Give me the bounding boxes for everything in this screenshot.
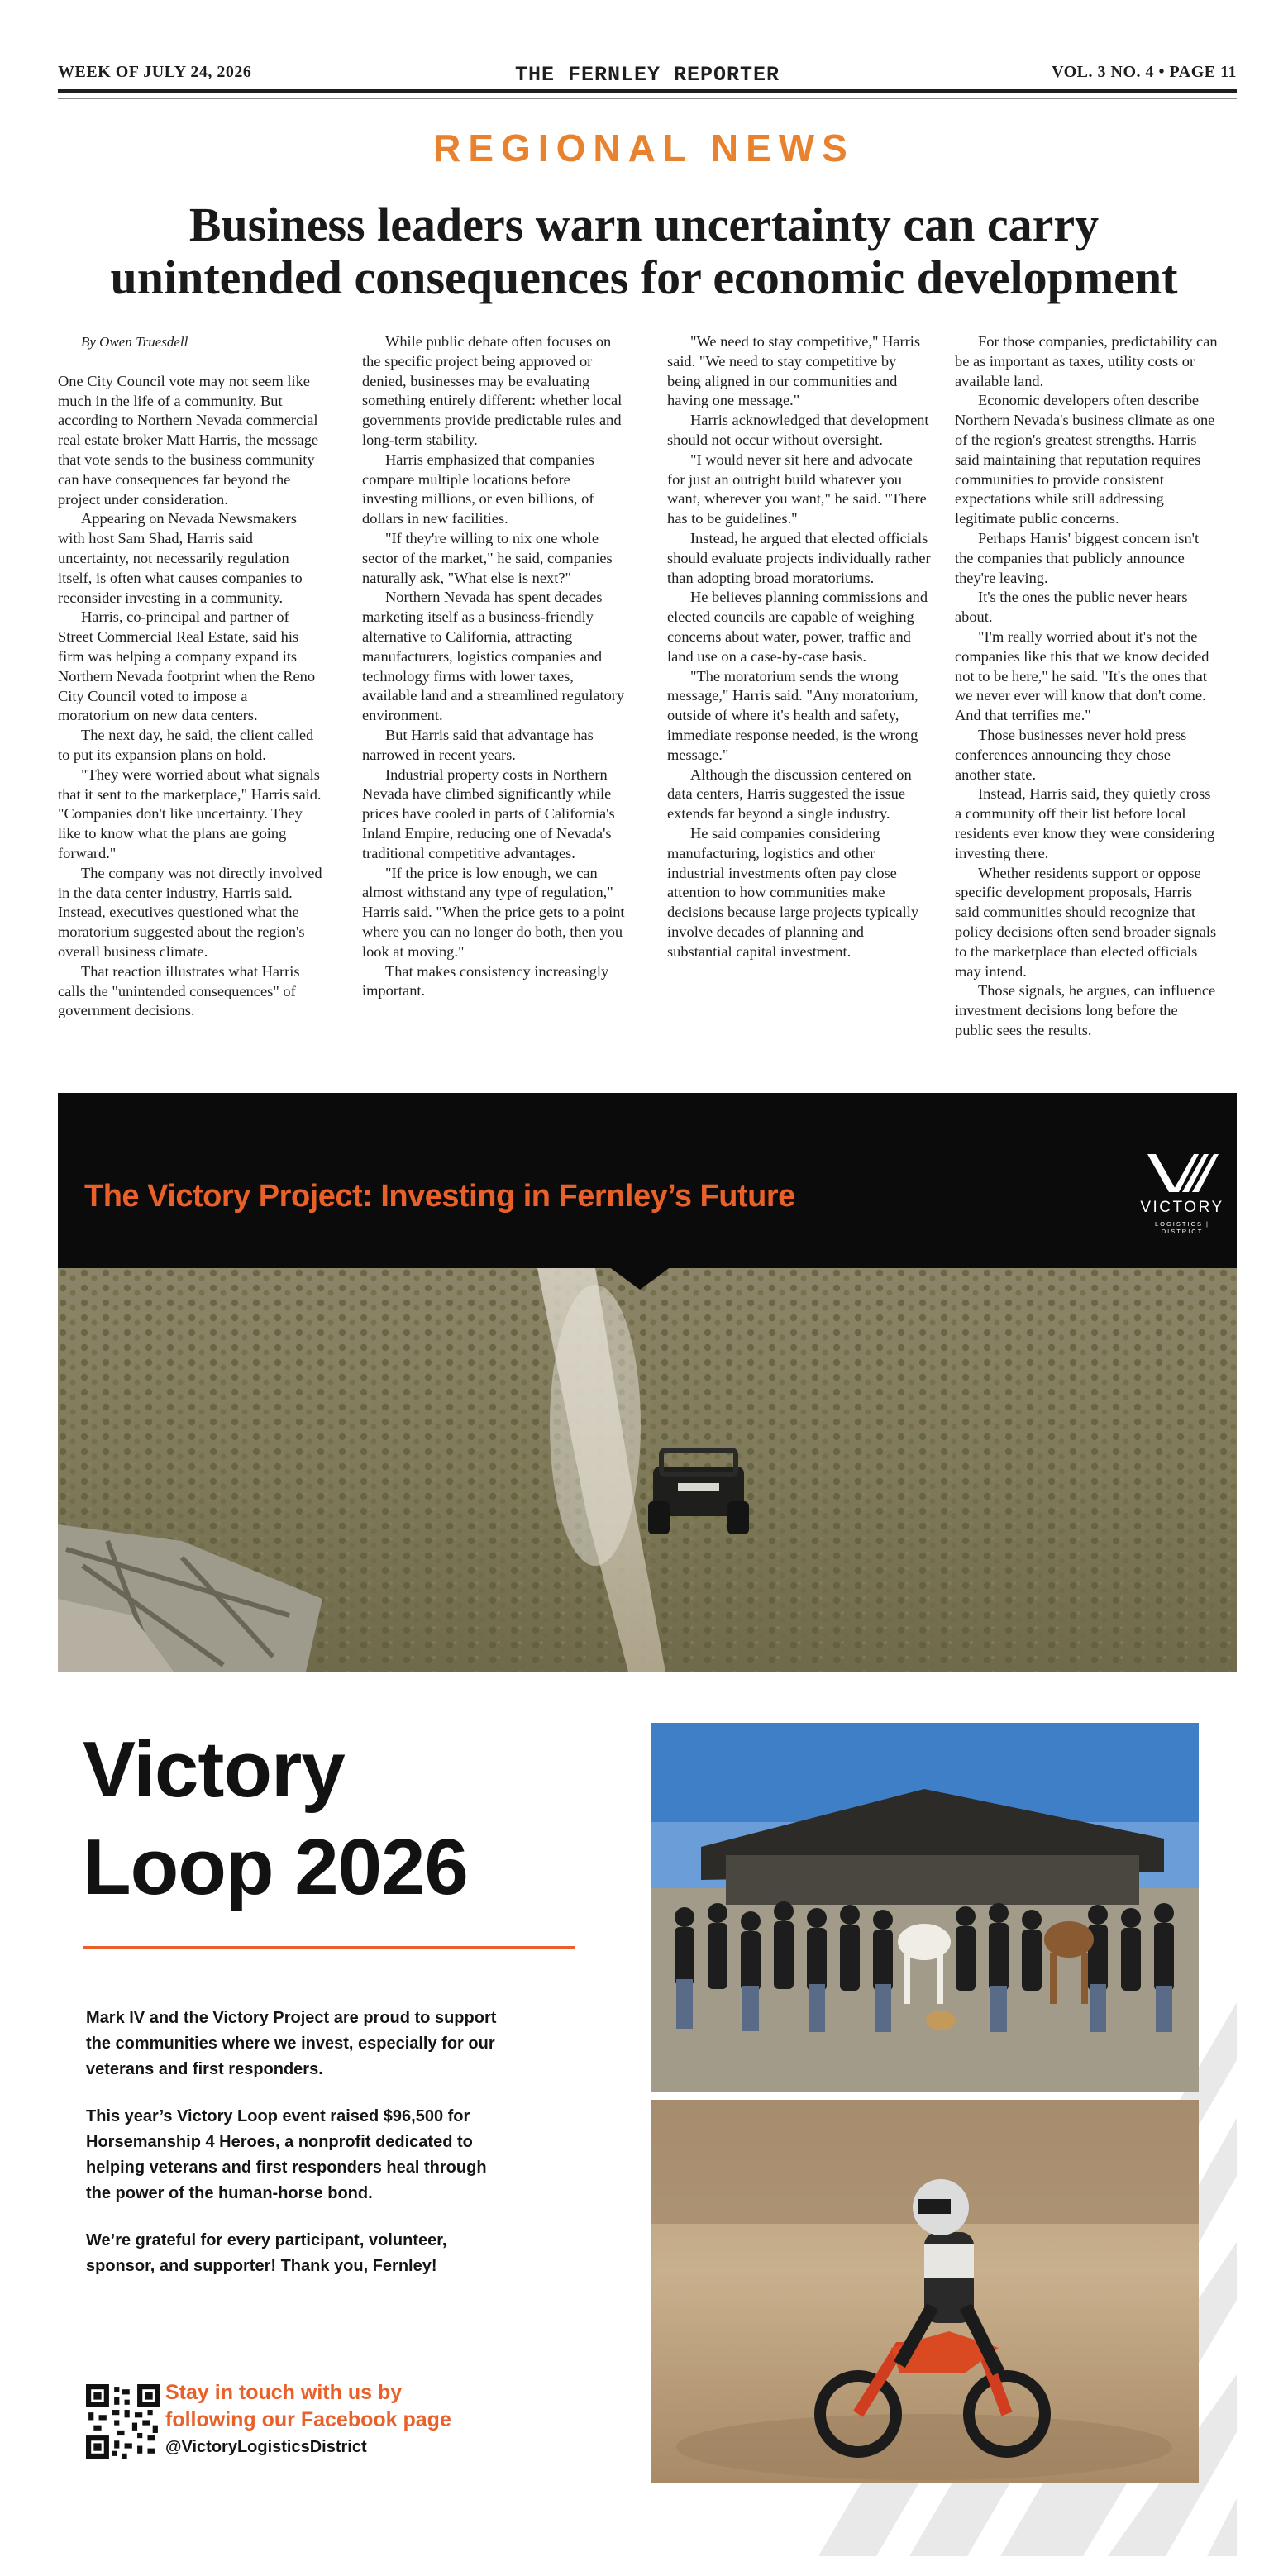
- byline: By Owen Truesdell: [81, 334, 188, 350]
- banner-notch: [608, 1267, 671, 1290]
- logo-wordmark: VICTORY: [1140, 1199, 1224, 1216]
- paragraph: He said companies considering manufacturing, logistics and other industrial investments often pay close attention to how communities make decisions because large projects typically involve decades of planning and substantial capital investment.: [667, 824, 919, 960]
- paragraph: The company was not directly involved in the data center industry, Harris said. Instead, executives questioned what the moratorium suggested about the region's overall business climate.: [58, 864, 322, 960]
- paragraph: That reaction illustrates what Harris calls the "unintended consequences" of government decisions.: [58, 962, 300, 1019]
- article-column-1: [58, 332, 322, 1021]
- issue-week: WEEK OF JULY 24, 2026: [58, 63, 252, 81]
- paragraph: For those companies, predictability can be as important as taxes, utility costs or available land.: [955, 333, 1218, 389]
- paragraph: Northern Nevada has spent decades marketing itself as a business-friendly alternative to California, attracting manufacturers, logistics companies and technology firms with lower taxes, available land and a streamlined regulatory environment.: [362, 589, 625, 724]
- victory-logo: [1133, 1151, 1232, 1235]
- paragraph: "We need to stay competitive," Harris said. "We need to stay competitive by being aligned in our communities and having one message.": [667, 333, 921, 409]
- cta-line-2: following our Facebook page: [165, 2408, 451, 2431]
- ad-banner: [58, 1093, 1237, 1268]
- paragraph: Instead, he argued that elected officials should evaluate projects individually rather than adopting broad moratoriums.: [667, 529, 931, 586]
- paragraph: "They were worried about what signals that it sent to the marketplace," Harris said. "Companies don't like uncertainty. They like to know what the plans are going forward.": [58, 766, 322, 861]
- paragraph: While public debate often focuses on the specific project being approved or denied, businesses may be evaluating something entirely different: whether local governments provide predictable rules and long-term stability.: [362, 333, 623, 448]
- victory-logo-icon: [1144, 1151, 1220, 1195]
- paragraph: Those signals, he argues, can influence investment decisions long before the public sees the results.: [955, 982, 1216, 1038]
- paragraph: But Harris said that advantage has narrowed in recent years.: [362, 726, 594, 763]
- paragraph: "The moratorium sends the wrong message," Harris said. "Any moratorium, outside of where it's health and safety, immediate response needed, is the wrong message.": [667, 667, 918, 763]
- ad-paragraph: Mark IV and the Victory Project are proud to support the communities where we invest, especially for our veterans and first responders.: [86, 2009, 497, 2078]
- article-headline: [50, 198, 1238, 304]
- ad-paragraph: We’re grateful for every participant, volunteer, sponsor, and supporter! Thank you, Fernley!: [86, 2231, 447, 2275]
- paragraph: Industrial property costs in Northern Nevada have climbed significantly while prices have cooled in parts of California's Inland Empire, reducing one of Nevada's traditional competitive advantages.: [362, 766, 615, 861]
- paragraph: Those businesses never hold press conferences announcing they chose another state.: [955, 726, 1187, 783]
- masthead-rule: [58, 89, 1237, 93]
- paragraph: "I'm really worried about it's not the companies like this that we know decided not to be here," he said. "It's the ones that we never ever will know that don't come. And that terrifies me.": [955, 627, 1209, 724]
- facebook-cta: [165, 2379, 451, 2460]
- paragraph: Instead, Harris said, they quietly cross a community off their list before local residents ever know they were considering investing there.: [955, 785, 1215, 861]
- paragraph: The next day, he said, the client called to put its expansion plans on hold.: [58, 727, 314, 763]
- paragraph: That makes consistency increasingly important.: [362, 962, 609, 999]
- paper-name: THE FERNLEY REPORTER: [514, 63, 780, 87]
- paragraph: Perhaps Harris' biggest concern isn't the companies that publicly announce they're leaving.: [955, 529, 1200, 586]
- paragraph: "If the price is low enough, we can almost withstand any type of regulation," Harris said. "When the price gets to a point where you can no longer do both, then you look at moving.": [362, 864, 625, 960]
- article-body: [58, 332, 1237, 1060]
- logo-subtitle: LOGISTICS | DISTRICT: [1154, 1220, 1210, 1235]
- ad-heading-line-1: Victory: [83, 1725, 345, 1814]
- article-column-2: [362, 332, 627, 1001]
- masthead: [58, 63, 1237, 88]
- section-label: REGIONAL NEWS: [433, 126, 855, 169]
- paragraph: Harris, co-principal and partner of Street Commercial Real Estate, said his firm was helping a company expand its Northern Nevada footprint when the Reno City Council voted to impose a moratorium on new data centers.: [58, 608, 316, 724]
- masthead-rule-thin: [58, 98, 1237, 99]
- paragraph: Harris emphasized that companies compare multiple locations before investing millions, or even billions, of dollars in new facilities.: [362, 451, 594, 527]
- ad-banner-title: The Victory Project: Investing in Fernley’s Future: [84, 1179, 795, 1214]
- group-photo: [651, 1723, 1199, 2092]
- paragraph: Although the discussion centered on data centers, Harris suggested the issue extends far beyond a single industry.: [667, 766, 912, 823]
- ad-heading: [83, 1721, 468, 1916]
- paragraph: "If they're willing to nix one whole sector of the market," he said, companies naturally ask, "What else is next?": [362, 529, 613, 586]
- facebook-handle[interactable]: @VictoryLogisticsDistrict: [165, 2438, 367, 2456]
- paragraph: Harris acknowledged that development should not occur without oversight.: [667, 412, 929, 448]
- paragraph: He believes planning commissions and elected councils are capable of weighing concerns about water, power, traffic and land use on a case-by-case basis.: [667, 589, 928, 665]
- ad-body: [86, 2006, 516, 2301]
- paragraph: Economic developers often describe Northern Nevada's business climate as one of the region's greatest strengths. Harris said maintaining that reputation requires communities to provide consistent expectations while still addressing legitimate public concerns.: [955, 392, 1215, 527]
- paragraph: Appearing on Nevada Newsmakers with host Sam Shad, Harris said uncertainty, not necessarily regulation itself, is often what causes companies to reconsider investing in a community.: [58, 510, 303, 606]
- dirt-bike-photo: [651, 2100, 1199, 2483]
- ad-divider: [83, 1946, 575, 1949]
- article-column-3: [667, 332, 932, 962]
- cta-line-1: Stay in touch with us by: [165, 2381, 403, 2404]
- headline-line-1: Business leaders warn uncertainty can carry: [188, 198, 1100, 251]
- article-column-4: [955, 332, 1219, 1041]
- paragraph: "I would never sit here and advocate for just an outright build whatever you want, wherever you want," he said. "There has to be guidelines.": [667, 451, 927, 527]
- paragraph: It's the ones the public never hears about.: [955, 589, 1188, 626]
- headline-line-2: unintended consequences for economic development: [110, 250, 1178, 304]
- ad-heading-line-2: Loop 2026: [83, 1823, 468, 1911]
- ad-paragraph: This year’s Victory Loop event raised $96,500 for Horsemanship 4 Heroes, a nonprofit dedicated to helping veterans and first responders heal through the power of the human-horse bond.: [86, 2107, 487, 2202]
- paragraph: One City Council vote may not seem like much in the life of a community. But according to Northern Nevada commercial real estate broker Matt Harris, the message that vote sends to the business community can have consequences far beyond the project under consideration.: [58, 372, 319, 508]
- victory-loop-ad: [58, 1672, 1237, 2556]
- qr-code-icon[interactable]: [86, 2384, 160, 2459]
- paragraph: Whether residents support or oppose specific development proposals, Harris said communities should recognize that policy decisions often send broader signals to the marketplace than elected officials may intend.: [955, 864, 1217, 980]
- issue-volume-page: VOL. 3 NO. 4 • PAGE 11: [1052, 63, 1237, 81]
- desert-utv-photo: [58, 1268, 1237, 1672]
